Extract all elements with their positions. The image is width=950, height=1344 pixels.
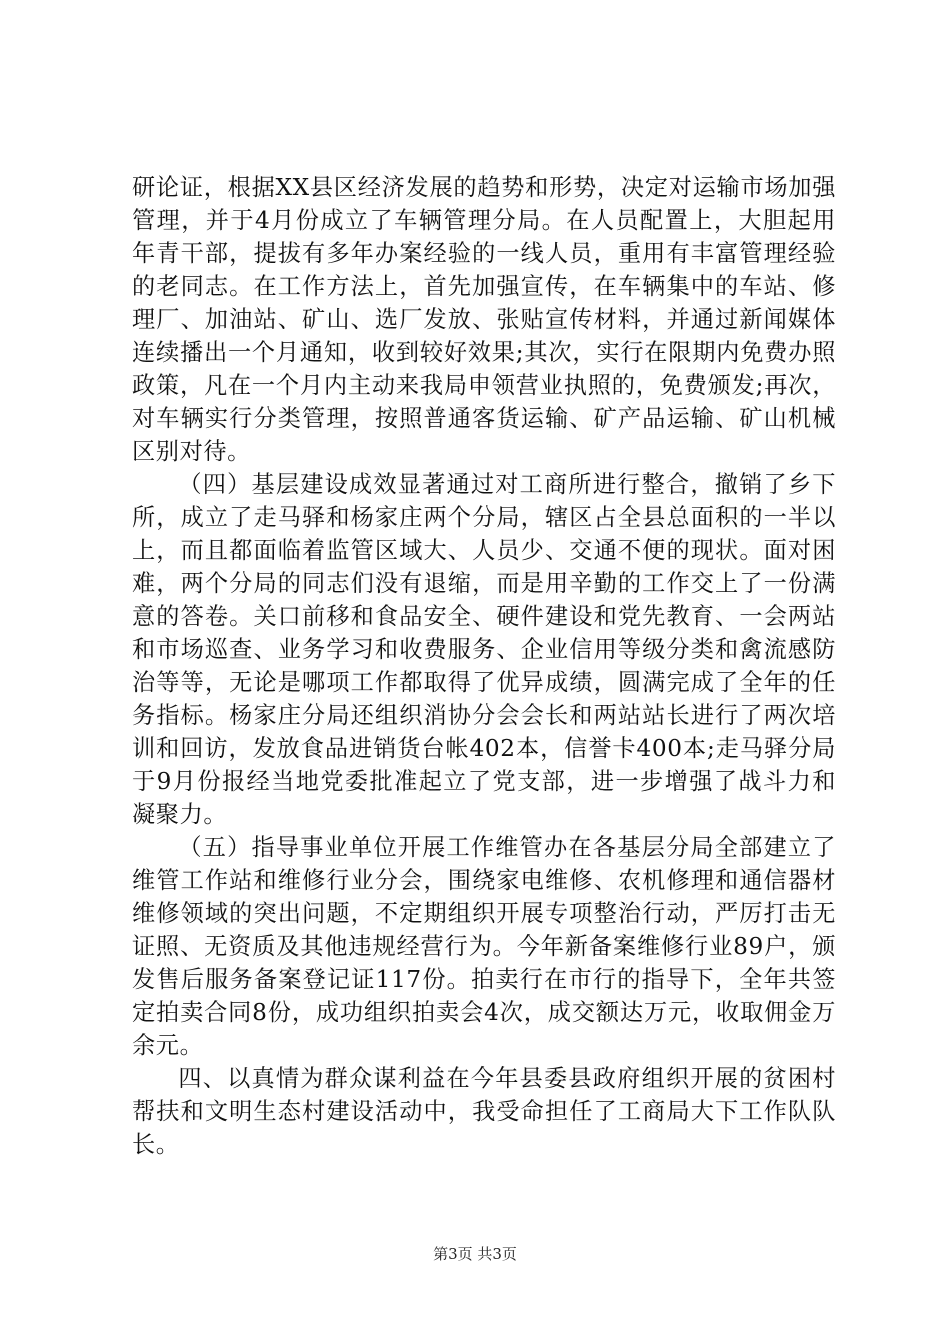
body-text [132,171,836,1161]
page-footer: 第3页 共3页 [433,1245,517,1263]
paragraph-1: 研论证，根据XX县区经济发展的趋势和形势，决定对运输市场加强管理，并于4月份成立了车辆管理分局。在人员配置上，大胆起用年青干部，提拔有多年办案经验的一线人员，重用有丰富管理经验的老同志。在工作方法上，首先加强宣传，在车辆集中的车站、修理厂、加油站、矿山、选厂发放、张贴宣传材料，并通过新闻媒体连续播出一个月通知，收到较好效果;其次，实行在限期内免费办照政策，凡在一个月内主动来我局申领营业执照的，免费颁发;再次，对车辆实行分类管理，按照普通客货运输、矿产品运输、矿山机械区别对待。 [132,174,836,465]
paragraph-2: （四）基层建设成效显著通过对工商所进行整合，撤销了乡下所，成立了走马驿和杨家庄两个分局，辖区占全县总面积的一半以上，而且都面临着监管区域大、人员少、交通不便的现状。面对困难，两个分局的同志们没有退缩，而是用辛勤的工作交上了一份满意的答卷。关口前移和食品安全、硬件建设和党先教育、一会两站和市场巡查、业务学习和收费服务、企业信用等级分类和禽流感防治等等，无论是哪项工作都取得了优异成绩，圆满完成了全年的任务指标。杨家庄分局还组织消协分会会长和两站站长进行了两次培训和回访，发放食品进销货台帐402本，信誉卡400本;走马驿分局于9月份报经当地党委批准起立了党支部，进一步增强了战斗力和凝聚力。 [132,471,836,828]
paragraph-3: （五）指导事业单位开展工作维管办在各基层分局全部建立了维管工作站和维修行业分会，围绕家电维修、农机修理和通信器材维修领域的突出问题，不定期组织开展专项整治行动，严厉打击无证照、无资质及其他违规经营行为。今年新备案维修行业89户，颁发售后服务备案登记证117份。拍卖行在市行的指导下，全年共签定拍卖合同8份，成功组织拍卖会4次，成交额达万元，收取佣金万余元。 [132,834,836,1059]
paragraph-4: 四、以真情为群众谋利益在今年县委县政府组织开展的贫困村帮扶和文明生态村建设活动中，我受命担任了工商局大下工作队队长。 [132,1065,836,1158]
